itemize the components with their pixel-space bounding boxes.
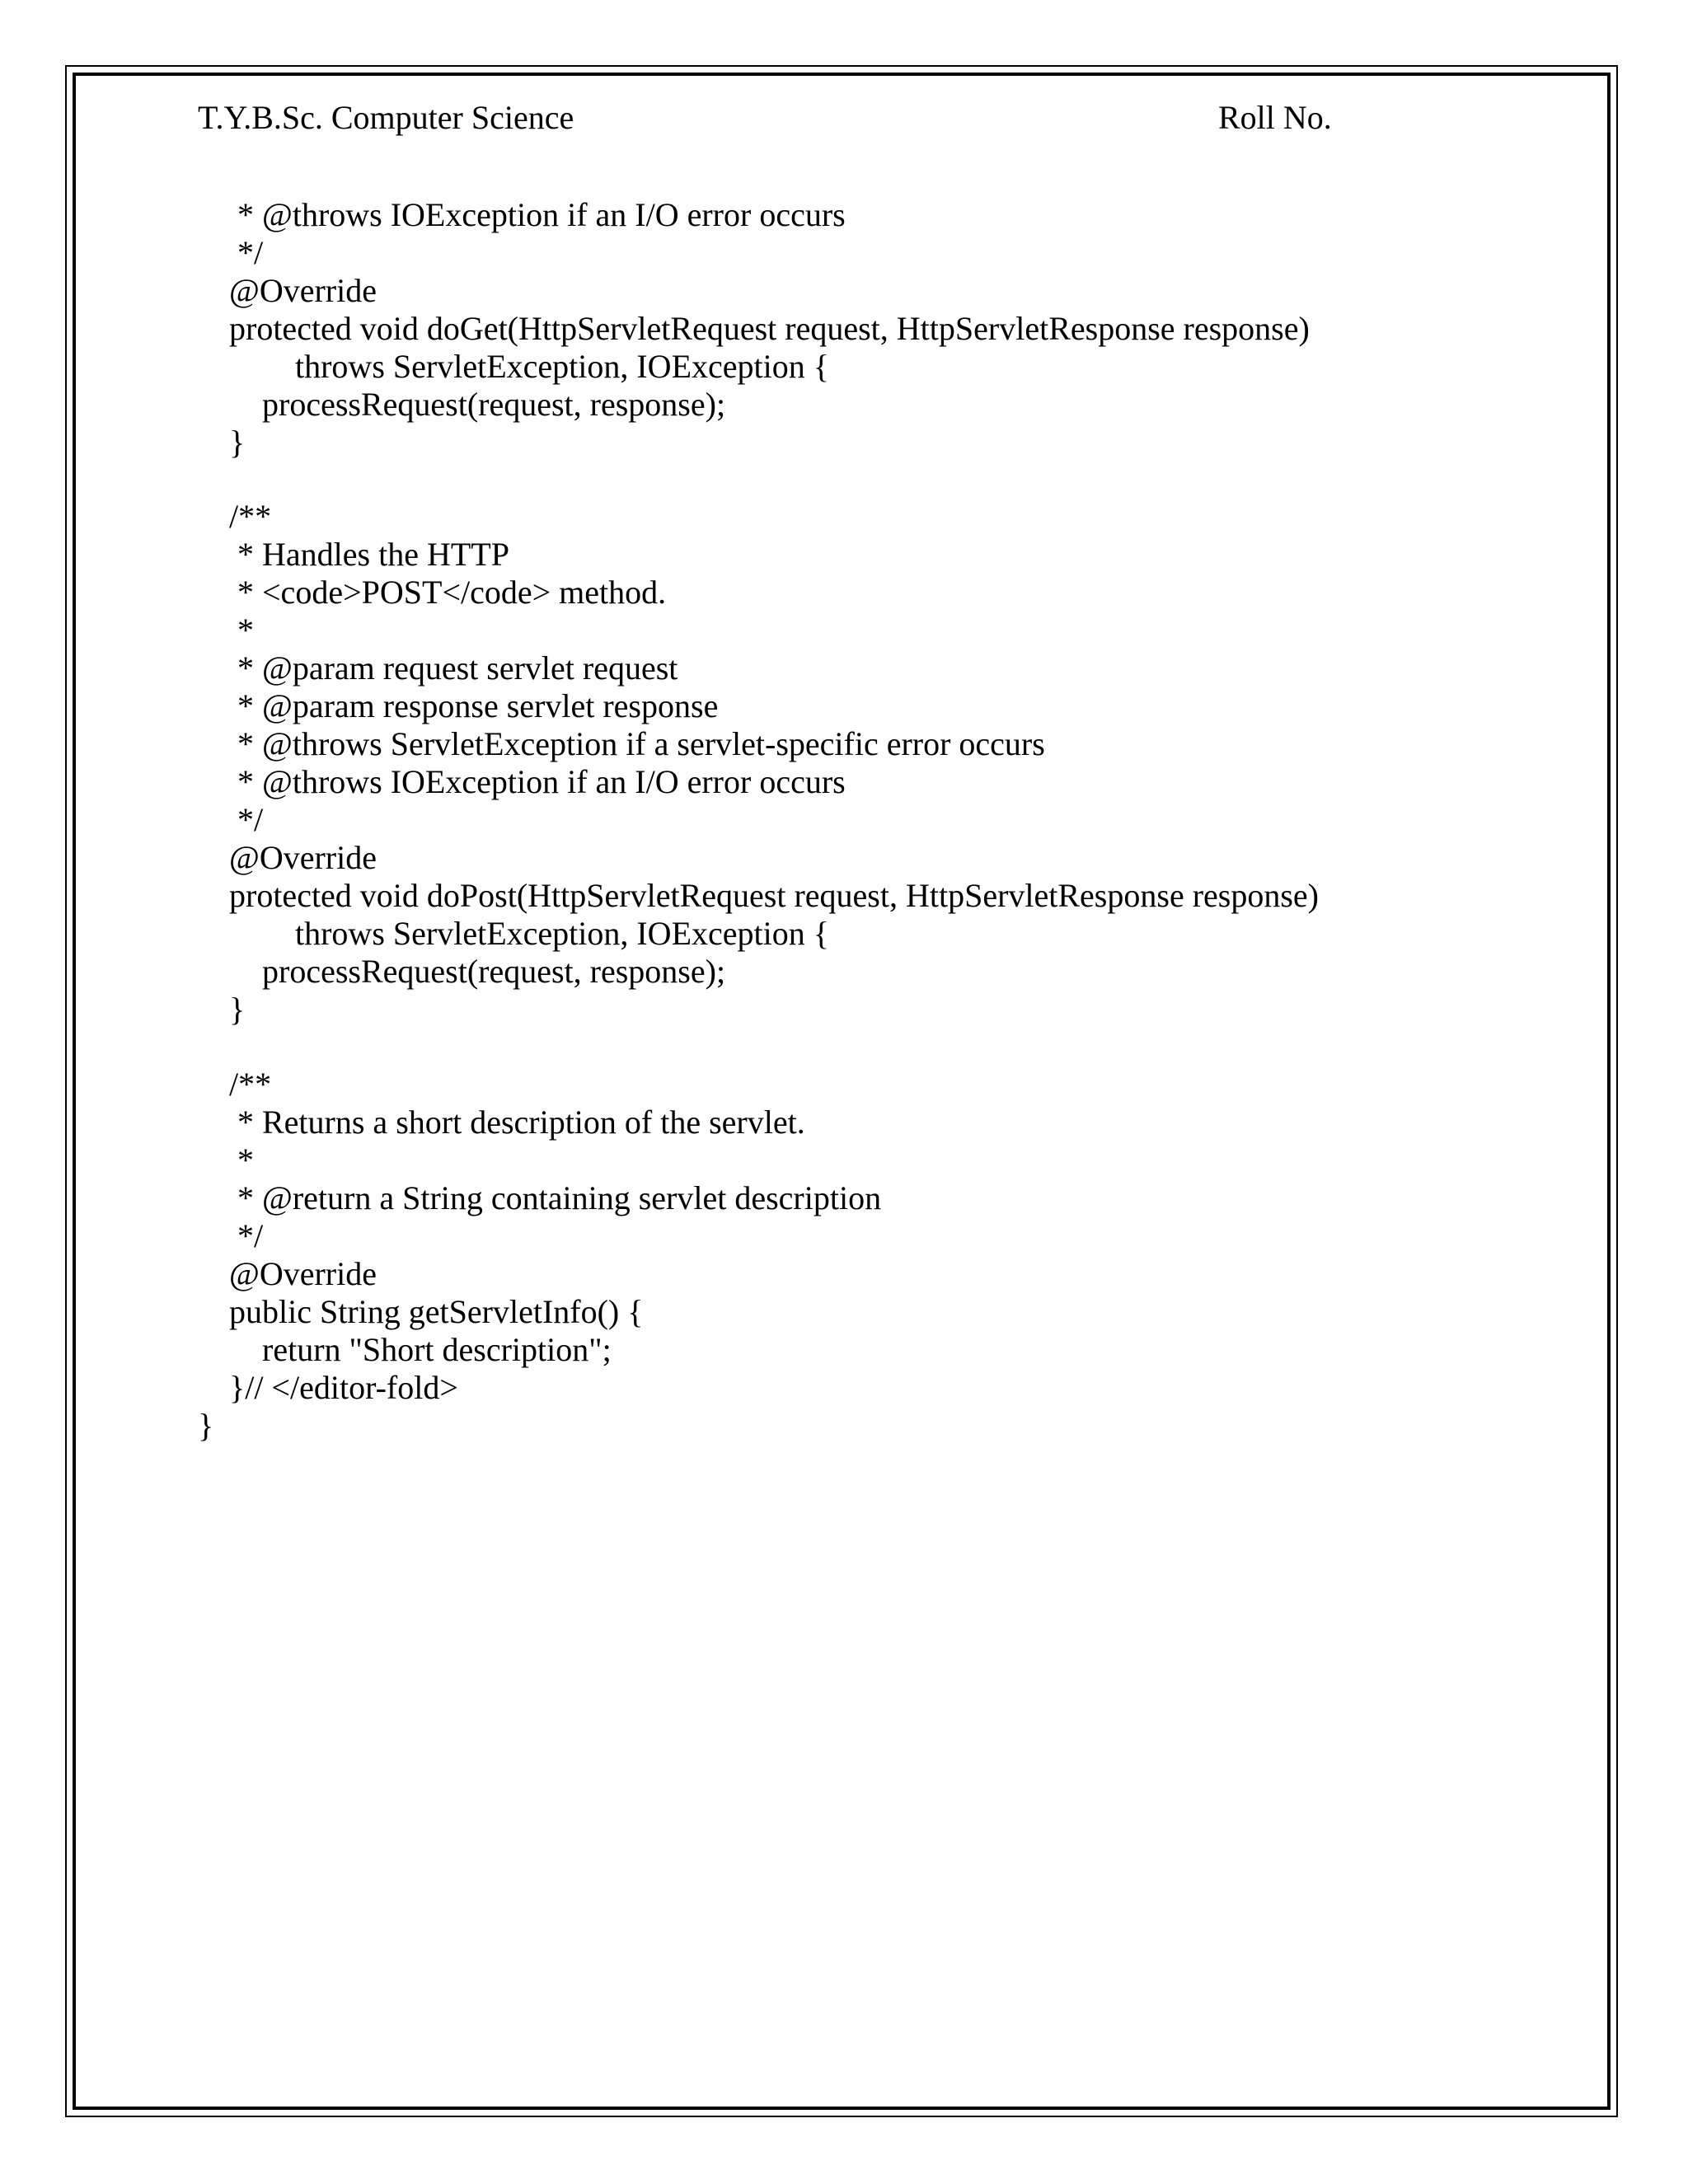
code-line: @Override	[229, 272, 377, 309]
code-line: }	[198, 1407, 214, 1444]
code-line: public String getServletInfo() {	[229, 1293, 644, 1330]
code-line: */	[229, 1217, 264, 1254]
code-line: * @throws IOException if an I/O error occurs	[229, 196, 846, 233]
code-line: * @param request servlet request	[229, 649, 678, 687]
code-line: @Override	[229, 839, 377, 876]
code-line: }// </editor-fold>	[229, 1369, 458, 1406]
code-line: processRequest(request, response);	[262, 953, 726, 990]
code-line: * Handles the HTTP	[229, 536, 509, 573]
code-line: throws ServletException, IOException {	[295, 915, 829, 952]
roll-number-label: Roll No.	[1218, 99, 1332, 136]
code-line: * @throws IOException if an I/O error occurs	[229, 763, 846, 800]
code-line: /**	[229, 1066, 272, 1103]
code-line: }	[229, 991, 246, 1028]
code-line: protected void doGet(HttpServletRequest request, HttpServletResponse response)	[229, 310, 1310, 347]
code-line: /**	[229, 498, 272, 535]
code-line: @Override	[229, 1255, 377, 1292]
course-title: T.Y.B.Sc. Computer Science	[198, 99, 574, 136]
code-line: * Returns a short description of the servlet.	[229, 1104, 805, 1141]
code-line: * @param response servlet response	[229, 687, 719, 724]
code-line: protected void doPost(HttpServletRequest request, HttpServletResponse response)	[229, 877, 1319, 914]
code-line: * @return a String containing servlet description	[229, 1179, 882, 1216]
code-line: *	[229, 1141, 254, 1179]
code-line: throws ServletException, IOException {	[295, 348, 829, 385]
code-line: */	[229, 801, 264, 838]
code-line: * <code>POST</code> method.	[229, 574, 667, 611]
code-line: processRequest(request, response);	[262, 386, 726, 423]
code-line: }	[229, 424, 246, 461]
code-line: return "Short description";	[262, 1331, 612, 1368]
code-line: * @throws ServletException if a servlet-specific error occurs	[229, 725, 1045, 762]
code-line: *	[229, 612, 254, 649]
code-line: */	[229, 234, 264, 271]
